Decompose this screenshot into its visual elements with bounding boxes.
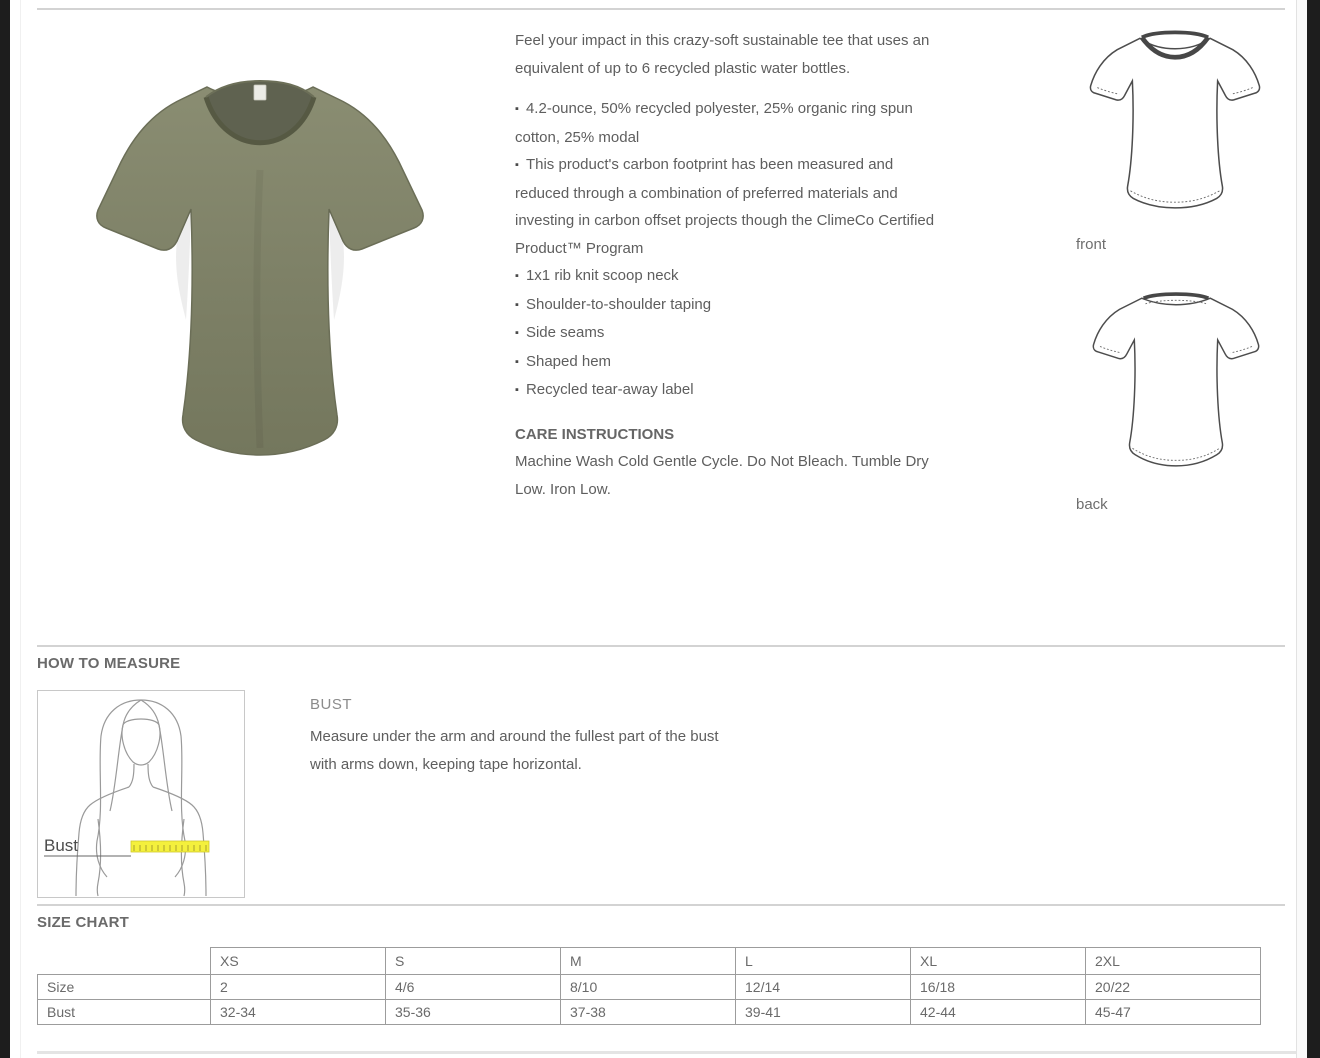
size-col-header: XL (911, 948, 1086, 975)
measure-divider (37, 645, 1285, 647)
feature-item: ▪ Side seams (515, 319, 936, 348)
bust-title: BUST (310, 696, 353, 713)
feature-item: ▪ Recycled tear-away label (515, 376, 936, 405)
page-left-hairline (20, 0, 21, 1058)
table-row (38, 1000, 1261, 1025)
measure-figure (38, 691, 244, 897)
size-col-header: 2XL (1086, 948, 1261, 975)
hair-part-right (141, 700, 159, 725)
row-label: Size (38, 975, 211, 1000)
bottom-divider (37, 1051, 1297, 1054)
size-chart-header-row (38, 948, 1261, 975)
bust-instructions (310, 693, 742, 779)
scrollbar-track[interactable] (1296, 0, 1307, 1058)
size-chart-divider (37, 904, 1285, 906)
bust-text: Measure under the arm and around the fullest part of the bust with arms down, keeping tape horizontal. (310, 728, 719, 773)
size-chart-corner-cell (38, 948, 211, 975)
tee-back-drawing (1088, 280, 1264, 486)
table-cell: 42-44 (911, 1000, 1086, 1025)
table-cell: 20/22 (1086, 975, 1261, 1000)
intro-paragraph: Feel your impact in this crazy-soft sustainable tee that uses an equivalent of up to 6 recycled plastic water bottles. (515, 32, 930, 77)
feature-item: ▪ 4.2-ounce, 50% recycled polyester, 25% organic ring spun cotton, 25% modal (515, 95, 936, 151)
care-instructions-text: Machine Wash Cold Gentle Cycle. Do Not Bleach. Tumble Dry Low. Iron Low. (515, 453, 929, 498)
front-outline (1090, 38, 1259, 208)
table-cell: 35-36 (386, 1000, 561, 1025)
front-back-collar (1142, 32, 1208, 37)
measure-figure-box (37, 690, 245, 898)
product-photo (60, 40, 460, 460)
table-cell: 45-47 (1086, 1000, 1261, 1025)
neck-right (148, 764, 153, 787)
row-label: Bust (38, 1000, 211, 1025)
back-collar-band (1144, 294, 1209, 298)
feature-list (515, 95, 936, 405)
table-cell: 37-38 (561, 1000, 736, 1025)
table-cell: 4/6 (386, 975, 561, 1000)
shoulder-arm-left (76, 787, 129, 896)
front-view-label: front (1076, 236, 1107, 253)
feature-item: ▪ Shoulder-to-shoulder taping (515, 291, 936, 320)
face (122, 719, 160, 765)
how-to-measure-heading: HOW TO MEASURE (37, 655, 181, 672)
feature-item: ▪ This product's carbon footprint has been measured and reduced through a combination of preferred materials and investing in carbon offset projects though the ClimeCo Certified Product™ Program (515, 151, 936, 262)
hair-front-right (159, 725, 172, 811)
size-chart-heading: SIZE CHART (37, 914, 129, 931)
size-col-header: M (561, 948, 736, 975)
table-cell: 32-34 (211, 1000, 386, 1025)
care-instructions-heading: CARE INSTRUCTIONS (515, 425, 675, 443)
hair-front-left (110, 725, 123, 811)
window-edge-left (0, 0, 10, 1058)
product-description (515, 27, 936, 503)
neck-left (129, 764, 134, 787)
back-outline (1093, 298, 1258, 466)
size-col-header: XS (211, 948, 386, 975)
table-row (38, 975, 1261, 1000)
table-cell: 8/10 (561, 975, 736, 1000)
size-col-header: S (386, 948, 561, 975)
feature-item: ▪ Shaped hem (515, 348, 936, 377)
neck-label (254, 85, 266, 100)
window-edge-right (1307, 0, 1320, 1058)
table-cell: 2 (211, 975, 386, 1000)
top-divider (37, 8, 1285, 10)
hair-part-left (123, 700, 141, 725)
tee-front-drawing (1085, 22, 1265, 228)
size-col-header: L (736, 948, 911, 975)
table-cell: 16/18 (911, 975, 1086, 1000)
size-chart-table (37, 947, 1261, 1025)
table-cell: 39-41 (736, 1000, 911, 1025)
feature-item: ▪ 1x1 rib knit scoop neck (515, 262, 936, 291)
back-view-label: back (1076, 496, 1108, 513)
table-cell: 12/14 (736, 975, 911, 1000)
center-fold (257, 170, 260, 448)
bust-figure-label: Bust (44, 836, 79, 855)
